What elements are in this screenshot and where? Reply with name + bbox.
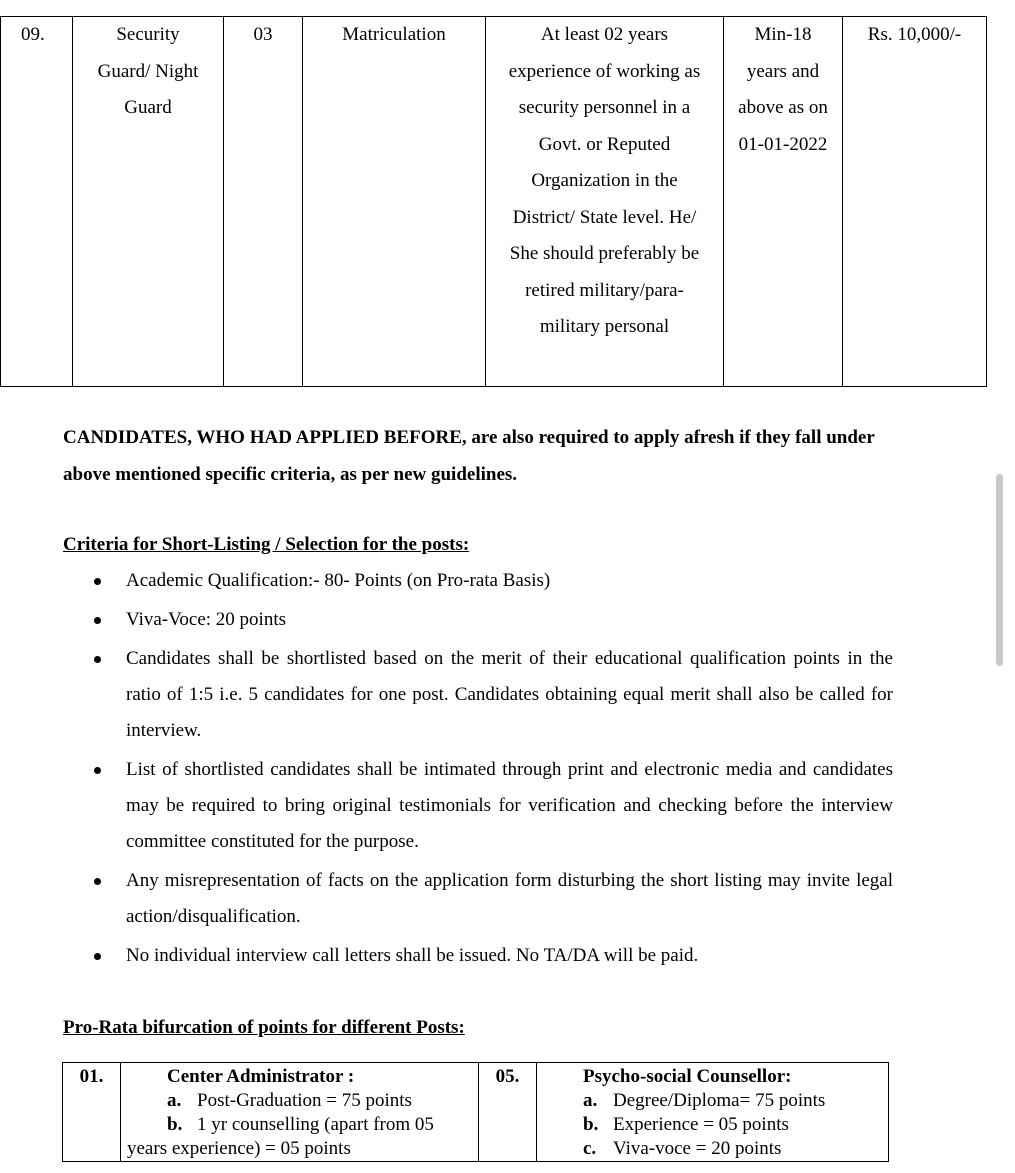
list-item (63, 602, 893, 638)
item-text: 1 yr counselling (apart from 05 (197, 1114, 434, 1135)
experience-line: security personnel in a (518, 97, 691, 118)
post-title: Center Administrator : (167, 1066, 355, 1087)
post-points-cell (537, 1063, 889, 1162)
experience-line: experience of working as (508, 60, 701, 82)
item-letter: b. (583, 1114, 599, 1135)
experience-line: Organization in the (531, 170, 678, 191)
qualification: Matriculation (342, 24, 446, 45)
vacancy-table (0, 16, 987, 387)
table-row (1, 17, 987, 387)
list-item-text: Academic Qualification:- 80- Points (on Pro-rata Basis) (126, 570, 551, 591)
points-item (543, 1113, 882, 1137)
item-text: Experience = 05 points (613, 1114, 789, 1135)
points-item (543, 1089, 882, 1113)
post-line: Security (116, 24, 180, 45)
list-item-text: List of shortlisted candidates shall be intimated through print and electronic media and candidates may be required to bring original testimonials for verification and checking before the interview committee constituted for the purpose. (126, 759, 893, 852)
salary-cell (843, 17, 987, 387)
post-line: Guard (124, 97, 172, 118)
bullet-icon (94, 953, 101, 960)
experience-line: District/ State level. He/ (512, 206, 697, 228)
item-text: Degree/Diploma= 75 points (613, 1090, 826, 1111)
list-item-text: No individual interview call letters shall be issued. No TA/DA will be paid. (126, 945, 699, 966)
post-line: Guard/ Night (97, 60, 199, 82)
post-number-cell (479, 1063, 537, 1162)
table-row (63, 1063, 889, 1162)
bullet-icon (94, 578, 101, 585)
post-number-cell (63, 1063, 121, 1162)
item-letter: b. (167, 1114, 183, 1135)
qualification-cell (303, 17, 486, 387)
points-item (543, 1137, 882, 1161)
vacancies-cell (224, 17, 303, 387)
experience-line: At least 02 years (540, 24, 669, 45)
reapply-notice: CANDIDATES, WHO HAD APPLIED BEFORE, are also required to apply afresh if they fall under above mentioned specific criteria, as per new guidelines. (63, 427, 875, 485)
post-title: Psycho-social Counsellor: (583, 1066, 792, 1087)
experience-line: retired military/para- (525, 279, 684, 301)
item-letter: a. (167, 1090, 182, 1111)
age-line: 01-01-2022 (738, 133, 828, 155)
experience-line: She should preferably be (509, 243, 700, 264)
post-number: 05. (495, 1066, 520, 1087)
item-text: Viva-voce = 20 points (613, 1138, 782, 1159)
criteria-heading: Criteria for Short-Listing / Selection for the posts: (63, 534, 470, 555)
age-line: above as on (738, 97, 828, 118)
experience-line: military personal (539, 316, 670, 337)
list-item (63, 938, 893, 974)
points-item (127, 1113, 472, 1137)
post-number: 01. (79, 1066, 104, 1087)
salary: Rs. 10,000/- (867, 24, 962, 45)
criteria-list (63, 563, 893, 977)
prorata-heading: Pro-Rata bifurcation of points for different Posts: (63, 1017, 465, 1038)
bullet-icon (94, 767, 101, 774)
vacancies: 03 (253, 24, 273, 45)
prorata-table (62, 1062, 889, 1162)
points-item (127, 1089, 472, 1113)
item-continuation: years experience) = 05 points (127, 1138, 351, 1159)
post-points-cell (121, 1063, 479, 1162)
item-text: Post-Graduation = 75 points (197, 1090, 412, 1111)
serial-number-cell (1, 17, 73, 387)
list-item (63, 752, 893, 860)
item-letter: c. (583, 1138, 597, 1159)
age-cell (724, 17, 843, 387)
list-item-text: Candidates shall be shortlisted based on the merit of their educational qualification points in the ratio of 1:5 i.e. 5 candidates for one post. Candidates obtaining equal merit shall also be called for interview. (126, 648, 893, 741)
bullet-icon (94, 878, 101, 885)
age-line: Min-18 (754, 24, 812, 45)
list-item (63, 641, 893, 749)
experience-line: Govt. or Reputed (538, 133, 671, 155)
bullet-icon (94, 656, 101, 663)
list-item (63, 863, 893, 935)
scrollbar-thumb[interactable] (996, 474, 1003, 666)
experience-cell (486, 17, 724, 387)
list-item-text: Viva-Voce: 20 points (126, 609, 286, 630)
item-letter: a. (583, 1090, 598, 1111)
bullet-icon (94, 617, 101, 624)
list-item-text: Any misrepresentation of facts on the application form disturbing the short listing may invite legal action/disqualification. (126, 870, 893, 927)
list-item (63, 563, 893, 599)
serial-number: 09. (21, 24, 45, 45)
age-line: years and (746, 60, 820, 82)
post-cell (73, 17, 224, 387)
